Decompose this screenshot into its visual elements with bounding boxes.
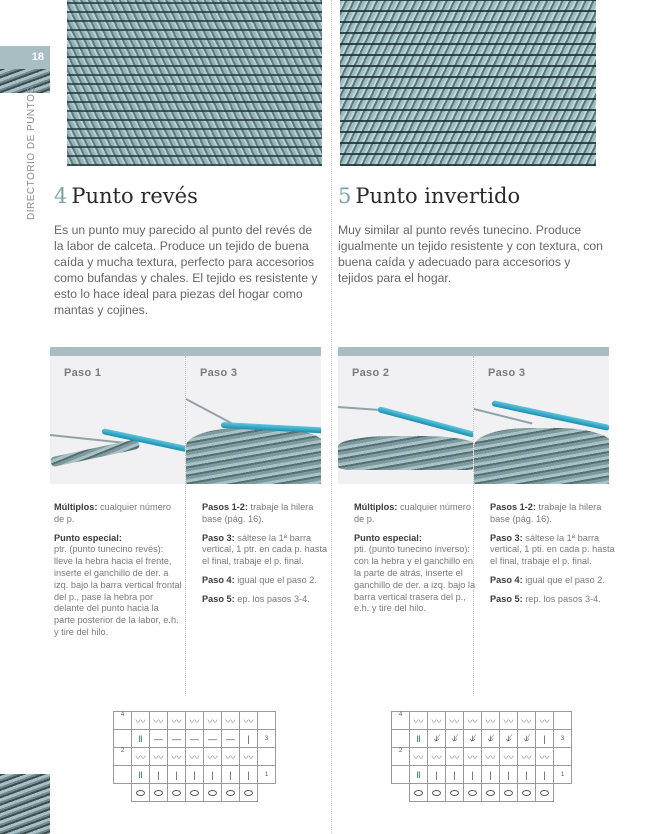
chart-cell: 〰: [518, 748, 536, 766]
chart-cell: 〰: [222, 748, 240, 766]
chart-cell: 〰: [464, 748, 482, 766]
chart-cell: ⫝̸: [500, 730, 518, 748]
chart-cell: 〰: [536, 712, 554, 730]
paso-label: Pasos 1-2:: [202, 502, 248, 512]
paso-text: sáltese la 1ª barra vertical, 1 ptr. en cada p. hasta el final, trabaje el p. final.: [202, 532, 328, 567]
chart-cell: 〰: [168, 712, 186, 730]
chain-symbol-icon: [468, 790, 477, 796]
chain-symbol-icon: [190, 790, 199, 796]
chart-cell: 〰: [536, 748, 554, 766]
chart-row-number: 2: [114, 748, 132, 766]
chart-row-number: 3: [554, 730, 572, 748]
chart-cell: 〰: [500, 748, 518, 766]
chain-symbol-icon: [226, 790, 235, 796]
chain-symbol-icon: [540, 790, 549, 796]
paso-text: ep. los pasos 3-4.: [237, 593, 310, 604]
chain-symbol-icon: [486, 790, 495, 796]
chart-cell: [464, 784, 482, 802]
chart-row-number: 1: [258, 766, 276, 784]
chart-row: [114, 730, 276, 748]
chart-cell: 〰: [204, 712, 222, 730]
chart-row-number: [392, 730, 410, 748]
chart-row-number: 3: [258, 730, 276, 748]
steps-header-bar: [50, 347, 321, 356]
multiplos-label: Múltiplos:: [354, 502, 398, 512]
chart-cell: ‖: [132, 730, 150, 748]
chart-row-number: [554, 784, 572, 802]
chart-cell: |: [168, 766, 186, 784]
chart-row-number: 1: [554, 766, 572, 784]
chart-cell: 〰: [410, 712, 428, 730]
stitch-intro: Muy similar al punto revés tunecino. Produce igualmente un tejido resistente y con textura, con buena caída y adecuado para accesorios y tejidos para el hogar.: [338, 223, 603, 285]
chart-cell: |: [222, 766, 240, 784]
section-label: DIRECTORIO DE PUNTOS: [26, 86, 37, 220]
chart-cell: [428, 784, 446, 802]
chart-cell: 〰: [150, 712, 168, 730]
chart-cell: |: [482, 766, 500, 784]
chart-cell: ⫝̸: [518, 730, 536, 748]
swatch-photo-punto-reves: [67, 0, 322, 166]
step-label: Paso 1: [64, 367, 102, 379]
chart-cell: 〰: [500, 712, 518, 730]
chart-cell: 〰: [482, 712, 500, 730]
chart-row-number: [554, 712, 572, 730]
column-divider: [331, 0, 332, 834]
chain-symbol-icon: [522, 790, 531, 796]
chart-row-number: [392, 784, 410, 802]
chart-cell: —: [222, 730, 240, 748]
chart-cell: 〰: [168, 748, 186, 766]
chart-cell: 〰: [132, 748, 150, 766]
chart-cell: |: [518, 766, 536, 784]
stitch-number: 5: [338, 184, 352, 208]
paso-label: Paso 3:: [202, 532, 235, 543]
chart-cell: ‖: [410, 766, 428, 784]
chart-row: [392, 730, 572, 748]
chart-cell: 〰: [186, 748, 204, 766]
chart-cell: |: [150, 766, 168, 784]
chart-row-number: [114, 730, 132, 748]
stitch-name: Punto invertido: [355, 184, 521, 208]
swatch-photo-punto-invertido: [340, 0, 596, 166]
chart-row-number: 4: [114, 712, 132, 730]
paso-label: Paso 5:: [202, 593, 235, 604]
chart-cell: |: [204, 766, 222, 784]
crochet-hook: [491, 400, 609, 431]
tab-swatch-image: [0, 69, 50, 93]
chart-cell: |: [446, 766, 464, 784]
chain-symbol-icon: [244, 790, 253, 796]
chart-cell: 〰: [446, 712, 464, 730]
chart-row: [392, 748, 572, 766]
paso-text: rep. los pasos 3-4.: [525, 593, 601, 604]
chain-symbol-icon: [432, 790, 441, 796]
chart-cell: ‖: [132, 766, 150, 784]
chart-row-number: [114, 784, 132, 802]
chart-cell: [518, 784, 536, 802]
paso-label: Pasos 1-2:: [490, 502, 536, 512]
chart-cell: 〰: [150, 748, 168, 766]
chart-cell: [410, 784, 428, 802]
chain-symbol-icon: [172, 790, 181, 796]
chart-row-number: [258, 784, 276, 802]
paso-label: Paso 4:: [490, 574, 523, 585]
chart-cell: 〰: [204, 748, 222, 766]
chart-cell: —: [168, 730, 186, 748]
chart-cell: ⫝̸: [482, 730, 500, 748]
stitch-section-4: [54, 184, 324, 318]
chart-row: [392, 712, 572, 730]
chart-row: [392, 784, 572, 802]
instructions-left-a: [54, 502, 182, 646]
especial-label: Punto especial:: [54, 532, 122, 543]
stitch-title: [54, 184, 324, 208]
chart-cell: [536, 784, 554, 802]
fabric-worked: [338, 436, 473, 470]
chart-cell: —: [204, 730, 222, 748]
chart-cell: 〰: [428, 748, 446, 766]
chart-cell: [168, 784, 186, 802]
chart-cell: 〰: [518, 712, 536, 730]
chart-cell: ⫝̸: [446, 730, 464, 748]
stitch-title: [338, 184, 608, 208]
especial-text: pti. (punto tunecino inverso): con la hebra y el ganchillo en la parte de atrás, inserte el ganchillo de der. a izq. bajo la barra vertical trasera del p., e.h. y tire del hilo.: [354, 544, 476, 614]
instructions-left-b: [202, 502, 330, 613]
chart-cell: [132, 784, 150, 802]
paso-text: trabaje la hilera base (pág. 16).: [202, 502, 314, 524]
chart-row-number: 2: [392, 748, 410, 766]
chart-cell: —: [150, 730, 168, 748]
step-photo-right-2: [474, 356, 609, 484]
chart-cell: [240, 784, 258, 802]
especial-label: Punto especial:: [354, 532, 422, 543]
instructions-right-b: [490, 502, 618, 613]
step-divider: [185, 356, 186, 696]
chart-cell: [446, 784, 464, 802]
chart-cell: |: [428, 766, 446, 784]
chart-cell: 〰: [482, 748, 500, 766]
chart-cell: 〰: [186, 712, 204, 730]
chart-cell: [204, 784, 222, 802]
chart-cell: 〰: [240, 712, 258, 730]
chain-symbol-icon: [504, 790, 513, 796]
instructions-right-a: [354, 502, 482, 622]
crochet-hook: [377, 406, 473, 438]
stitch-chart-right: [391, 711, 572, 802]
paso-label: Paso 4:: [202, 574, 235, 585]
step-photo-right-1: [338, 356, 473, 484]
chart-cell: 〰: [132, 712, 150, 730]
chart-cell: [482, 784, 500, 802]
footer-swatch-image: [0, 774, 50, 834]
chart-cell: ⫝̸: [428, 730, 446, 748]
chart-cell: |: [464, 766, 482, 784]
chart-row-number: [554, 748, 572, 766]
chart-cell: [186, 784, 204, 802]
chart-cell: [150, 784, 168, 802]
chart-cell: ⫝̸: [464, 730, 482, 748]
chart-row-number: [114, 766, 132, 784]
multiplos-text: cualquier número de p.: [354, 502, 471, 524]
especial-text: ptr. (punto tunecino revés): lleve la hebra hacia el frente, inserte el ganchillo de der. a izq. bajo la barra vertical frontal del p., pase la hebra por delante del punto hacia la parte posterior de la labor, e.h. y tire del hilo.: [54, 544, 182, 637]
chain-symbol-icon: [154, 790, 163, 796]
chart-row-number: [258, 748, 276, 766]
step-photo-left-1: [50, 356, 185, 484]
chart-cell: ‖: [410, 730, 428, 748]
multiplos-text: cualquier número de p.: [54, 502, 171, 524]
chart-cell: —: [186, 730, 204, 748]
chart-row-number: 4: [392, 712, 410, 730]
steps-header-bar: [338, 347, 609, 356]
chart-row: [114, 748, 276, 766]
step-label: Paso 3: [200, 367, 238, 379]
step-photo-left-2: [186, 356, 321, 484]
chart-cell: |: [240, 766, 258, 784]
chart-cell: |: [500, 766, 518, 784]
stitch-intro: Es un punto muy parecido al punto del revés de la labor de calceta. Produce un tejido de buena caída y mucha textura, perfecto para accesorios como bufandas y chales. El tejido es resistente y esto lo hace ideal para piezas del hogar como mantas y cojines.: [54, 223, 318, 317]
stitch-section-5: [338, 184, 608, 286]
chart-cell: 〰: [464, 712, 482, 730]
paso-text: sáltese la 1ª barra vertical, 1 pti. en cada p. hasta el final, trabaje el p. final.: [490, 532, 615, 567]
paso-text: igual que el paso 2.: [237, 574, 317, 585]
fabric-chain: [50, 439, 140, 467]
chart-row-number: [258, 712, 276, 730]
chart-cell: 〰: [240, 748, 258, 766]
chain-symbol-icon: [414, 790, 423, 796]
chart-cell: 〰: [446, 748, 464, 766]
stitch-chart-left: [113, 711, 276, 802]
chart-cell: |: [536, 730, 554, 748]
chart-cell: |: [186, 766, 204, 784]
chart-cell: |: [536, 766, 554, 784]
paso-text: trabaje la hilera base (pág. 16).: [490, 502, 602, 524]
chart-row: [392, 766, 572, 784]
chart-row: [114, 712, 276, 730]
chart-cell: [222, 784, 240, 802]
chain-symbol-icon: [450, 790, 459, 796]
chain-symbol-icon: [208, 790, 217, 796]
chart-row: [114, 784, 276, 802]
multiplos-label: Múltiplos:: [54, 502, 98, 512]
chart-row-number: [392, 766, 410, 784]
step-label: Paso 3: [488, 367, 526, 379]
paso-label: Paso 3:: [490, 532, 523, 543]
page-number: 18: [0, 46, 50, 69]
stitch-name: Punto revés: [71, 184, 198, 208]
chart-cell: 〰: [222, 712, 240, 730]
chart-cell: |: [240, 730, 258, 748]
chain-symbol-icon: [136, 790, 145, 796]
chart-row: [114, 766, 276, 784]
paso-text: igual que el paso 2.: [525, 574, 605, 585]
stitch-number: 4: [54, 184, 68, 208]
fabric-worked: [474, 428, 609, 484]
step-label: Paso 2: [352, 367, 390, 379]
fabric-worked: [186, 428, 321, 484]
paso-label: Paso 5:: [490, 593, 523, 604]
chart-cell: 〰: [410, 748, 428, 766]
chart-cell: 〰: [428, 712, 446, 730]
chart-cell: [500, 784, 518, 802]
